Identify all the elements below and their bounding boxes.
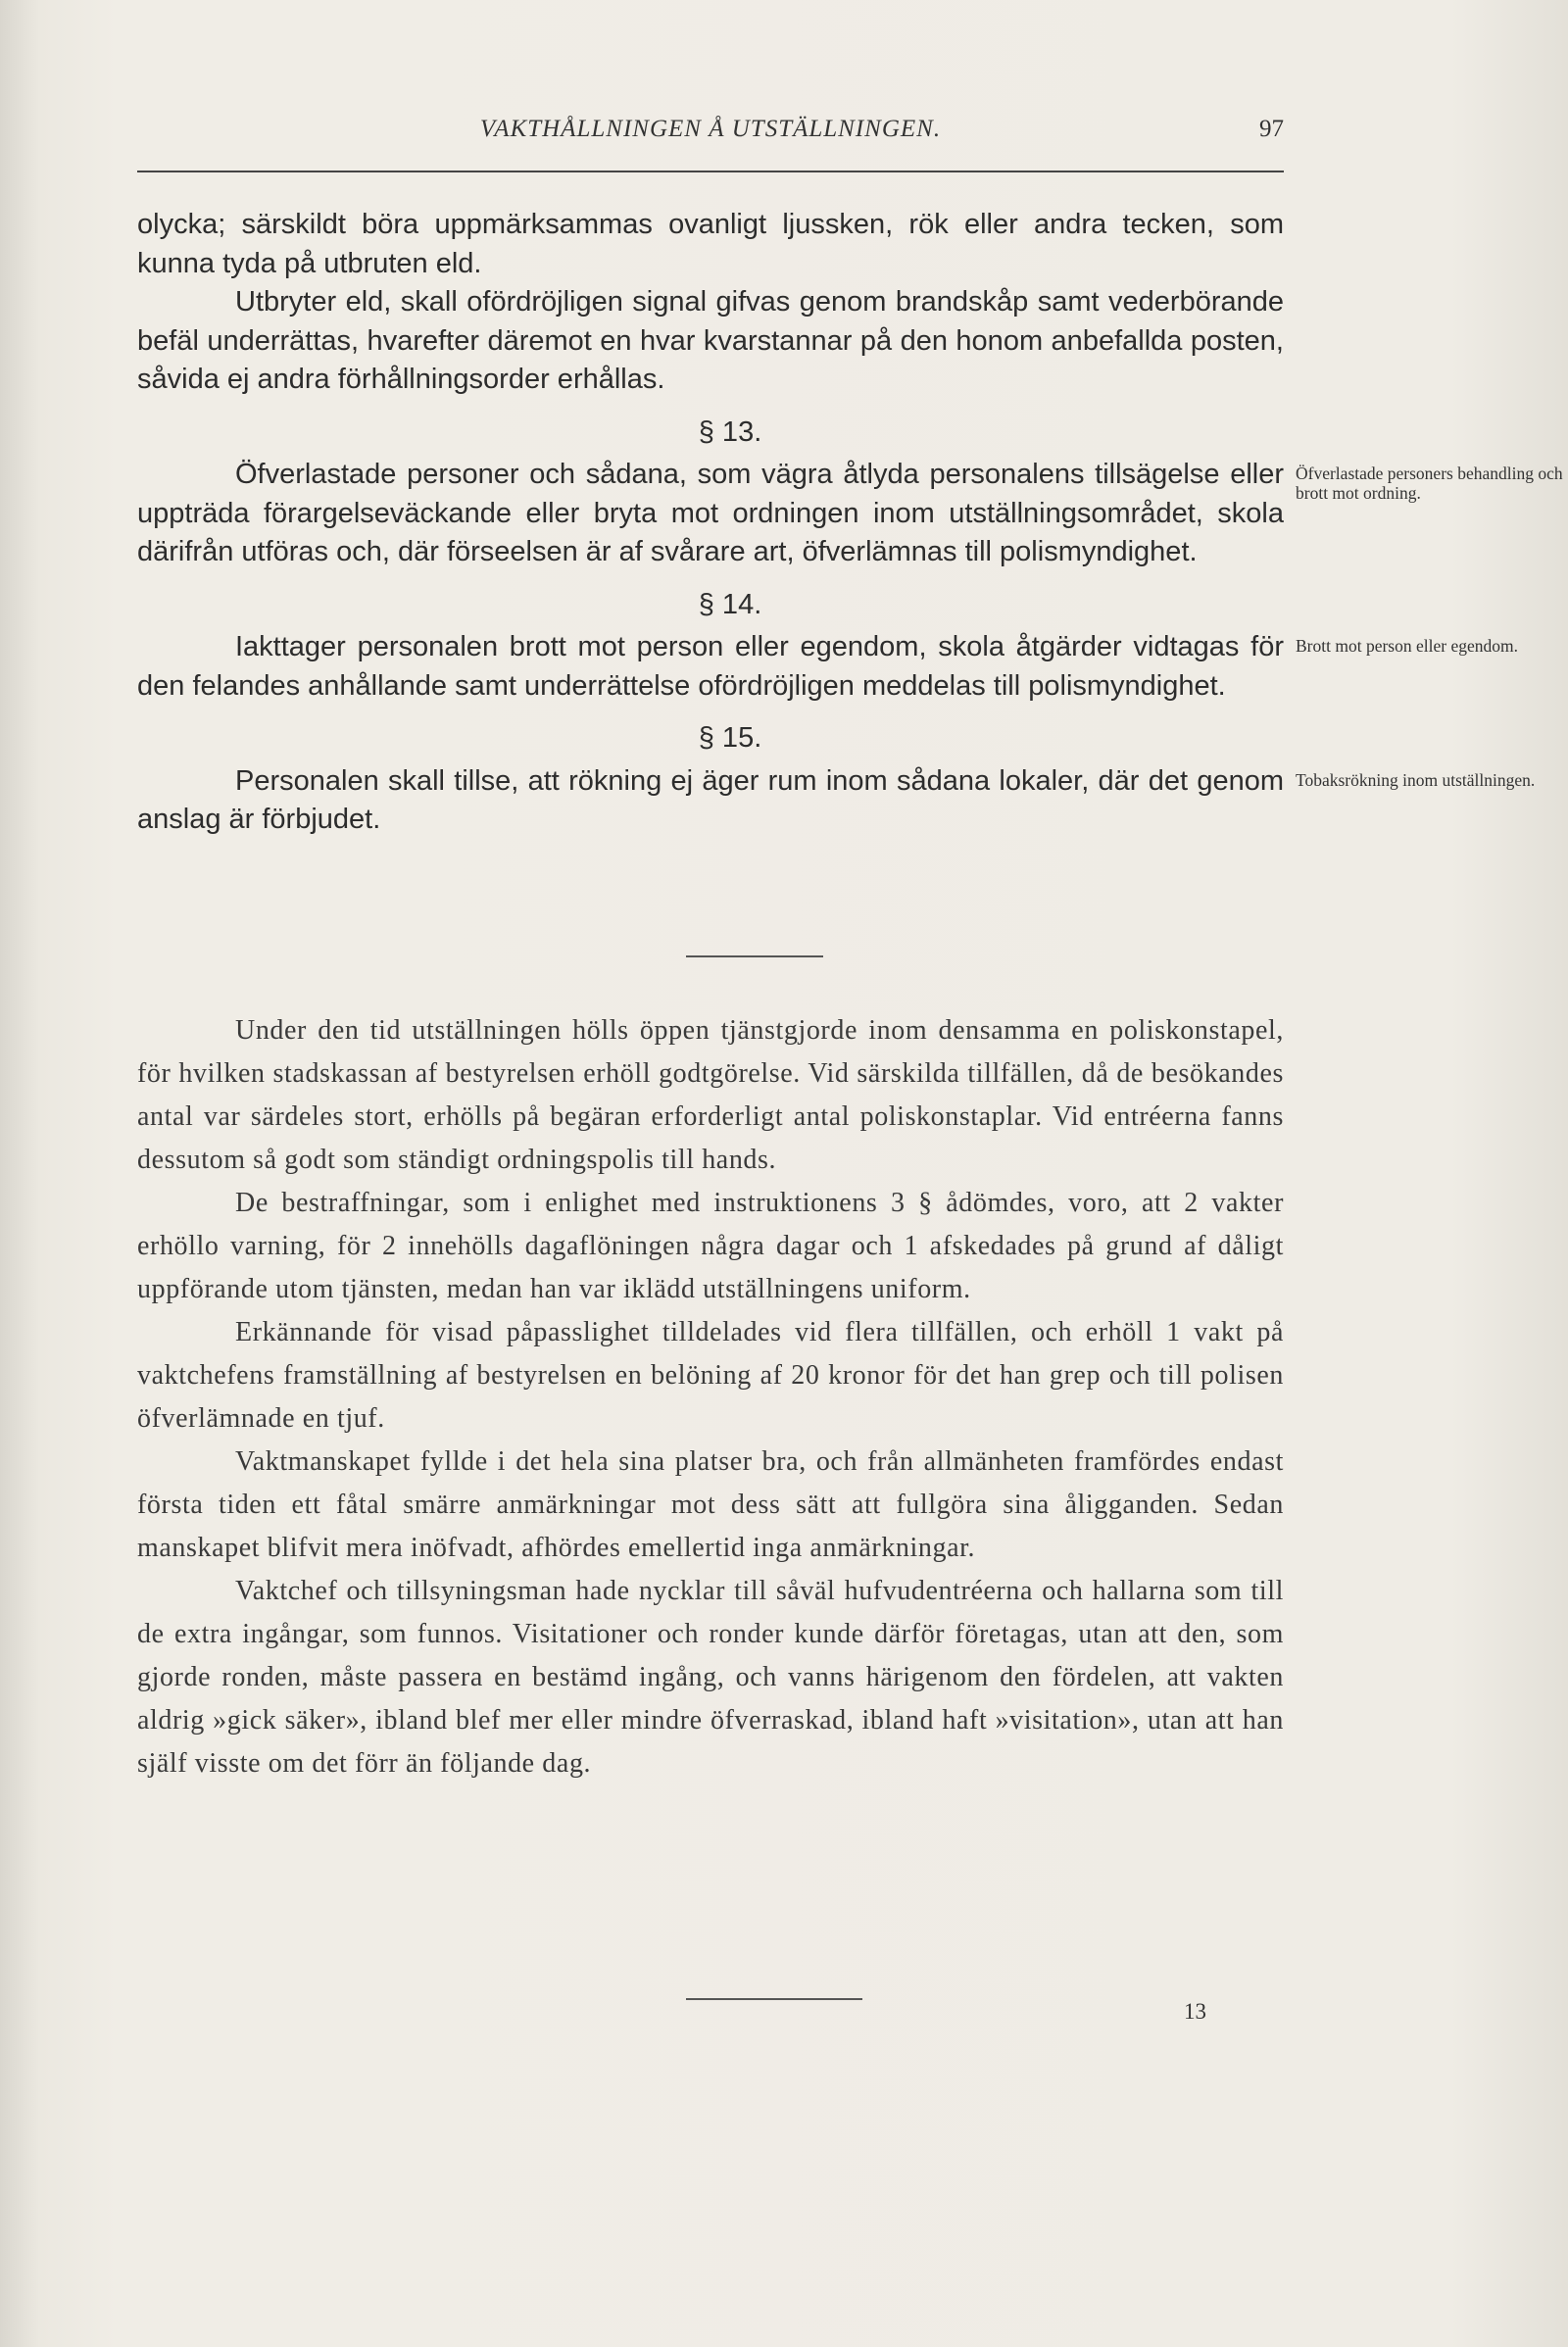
header-rule — [137, 171, 1284, 172]
footer-rule — [686, 1998, 862, 2000]
running-title: VAKTHÅLLNINGEN Å UTSTÄLLNINGEN. — [479, 116, 942, 142]
regulations-text — [137, 206, 1563, 840]
section-heading-14: § 14. — [698, 588, 762, 620]
paragraph-continuation: olycka; särskildt böra uppmärksammas ovanligt ljussken, rök eller andra tecken, som kunna tyda på utbruten eld. — [137, 209, 1284, 279]
section-heading-13: § 13. — [698, 416, 762, 448]
signature-mark: 13 — [1184, 1999, 1206, 2024]
section-heading-15: § 15. — [698, 722, 762, 754]
section-text-15: Personalen skall tillse, att rökning ej äger rum inom sådana lokaler, där det genom anslag är förbjudet. — [137, 764, 1284, 835]
margin-note-14: Brott mot person eller egendom. — [1296, 636, 1518, 656]
section-13 — [137, 456, 1563, 572]
report-paragraph: Vaktmanskapet fyllde i det hela sina platser bra, och från allmänheten framfördes endast första tiden ett fåtal smärre anmärkningar mot dess sätt att fullgöra sina åligganden. Sedan manskapet blifvit mera inöfvadt, afhördes emellertid inga anmärkningar. — [137, 1446, 1284, 1563]
section-divider — [686, 955, 823, 957]
section-14 — [137, 628, 1518, 706]
margin-note-15: Tobaksrökning inom utställningen. — [1296, 769, 1536, 790]
paragraph-fire: Utbryter eld, skall ofördröjligen signal gifvas genom brandskåp samt vederbörande befäl underrättas, hvarefter däremot en hvar kvarstannar på den honom anbefallda posten, såvida ej andra förhållningsorder erhållas. — [137, 286, 1284, 395]
report-text — [137, 1009, 1284, 1785]
section-text-14: Iakttager personalen brott mot person eller egendom, skola åtgärder vidtagas för den felandes anhållande samt underrättelse ofördröjligen meddelas till polismyndighet. — [137, 631, 1284, 702]
section-15 — [137, 762, 1536, 840]
page-header — [137, 116, 1284, 155]
report-paragraph: Under den tid utställningen hölls öppen tjänstgjorde inom densamma en poliskonstapel, för hvilken stadskassan af bestyrelsen erhöll godtgörelse. Vid särskilda tillfällen, då de besökandes antal var särdeles stort, erhölls på begäran erforderligt antal poliskonstaplar. Vid entréerna fanns dessutom så godt som ständigt ordningspolis till hands. — [137, 1015, 1284, 1175]
report-paragraph: Erkännande för visad påpasslighet tilldelades vid flera tillfällen, och erhöll 1 vakt på vaktchefens framställning af bestyrelsen en belöning af 20 kronor för det han grep och till polisen öfverlämnade en tjuf. — [137, 1317, 1284, 1434]
page-number: 97 — [1259, 116, 1284, 142]
report-paragraph: Vaktchef och tillsyningsman hade nycklar till såväl hufvudentréerna och hallarna som till de extra ingångar, som funnos. Visitationer och ronder kunde därför företagas, utan att den, som gjorde ronden, måste passera en bestämd ingång, och vanns härigenom den fördelen, att vakten aldrig »gick säker», ibland blef mer eller mindre öfverraskad, ibland haft »visitation», utan att han själf visste om det förr än följande dag. — [137, 1576, 1284, 1779]
margin-note-13: Öfverlastade personers behandling och brott mot ordning. — [1296, 464, 1563, 503]
report-paragraph: De bestraffningar, som i enlighet med instruktionens 3 § ådömdes, voro, att 2 vakter erhöllo varning, för 2 innehölls dagaflöningen några dagar och 1 afskedades på grund af dåligt uppförande utom tjänsten, medan han var iklädd utställningens uniform. — [137, 1188, 1284, 1304]
section-text-13: Öfverlastade personer och sådana, som vägra åtlyda personalens tillsägelse eller uppträda förargelseväckande eller bryta mot ordningen inom utställningsområdet, skola därifrån utföras och, där förseelsen är af svårare art, öfverlämnas till polismyndighet. — [137, 459, 1284, 567]
